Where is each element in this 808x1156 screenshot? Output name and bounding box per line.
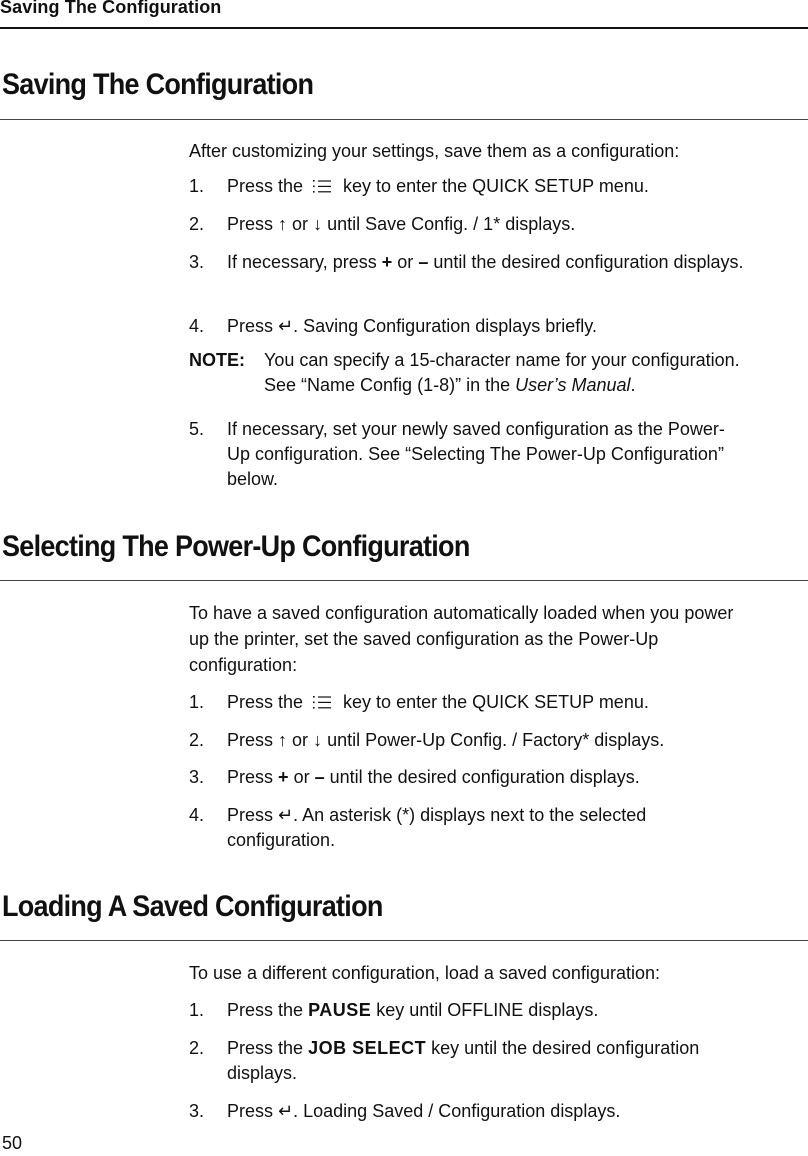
saving-step-2 [189, 212, 801, 237]
section-title-powerup: Selecting The Power-Up Configuration [2, 530, 470, 563]
step-text: Press the [227, 176, 304, 196]
step-text: or [292, 730, 309, 750]
step-text: . Loading Saved / Configuration displays. [293, 1101, 621, 1121]
step-text: until the desired configuration displays. [433, 252, 744, 272]
page-number: 50 [2, 1133, 23, 1153]
saving-step-5 [189, 417, 801, 492]
step-text: until Save Config. / 1* displays. [327, 214, 576, 234]
enter-key-icon: ↵ [278, 1101, 294, 1121]
saving-step-4 [189, 314, 801, 339]
step-text: key to enter the QUICK SETUP menu. [343, 176, 649, 196]
step-text: If necessary, set your newly saved configuration as the Power-Up configuration. See “Selecting The Power-Up Configuration” below. [227, 419, 725, 489]
section-rule-powerup [0, 580, 808, 581]
powerup-step-1 [189, 690, 801, 715]
step-text: Press [227, 767, 274, 787]
section-title-loading: Loading A Saved Configuration [2, 890, 383, 923]
quick-setup-key-icon [313, 695, 331, 710]
header-rule [0, 27, 808, 29]
down-arrow-icon: ↓ [313, 730, 323, 750]
powerup-step-4 [189, 803, 801, 853]
section-title-saving: Saving The Configuration [2, 68, 314, 101]
note-label: NOTE: [189, 350, 245, 370]
step-text: key until OFFLINE displays. [376, 1000, 599, 1020]
minus-key: – [418, 252, 429, 272]
step-text: Press [227, 1101, 274, 1121]
saving-note: NOTE: You can specify a 15-character name for your configuration. See “Name Config (1-8)” in the User’s Manual. [189, 350, 740, 395]
step-text: key to enter the QUICK SETUP menu. [343, 692, 649, 712]
step-text: key until the desired configuration displays. [227, 1038, 700, 1083]
saving-step-1 [189, 174, 801, 199]
section-rule-loading [0, 940, 808, 941]
step-number: 2. [189, 1038, 205, 1058]
running-head: Saving The Configuration [0, 0, 222, 17]
loading-step-2 [189, 1036, 801, 1086]
loading-intro: To use a different configuration, load a saved configuration: [189, 963, 660, 983]
manual-reference: User’s Manual [515, 375, 631, 395]
powerup-step-2 [189, 728, 801, 753]
step-text: until Power-Up Config. / Factory* displays. [327, 730, 665, 750]
step-number: 3. [189, 252, 205, 272]
up-arrow-icon: ↑ [278, 730, 288, 750]
job-select-key: JOB SELECT [308, 1038, 427, 1058]
note-text: You can specify a 15-character name for your configuration. [264, 350, 740, 370]
step-number: 1. [189, 692, 205, 712]
loading-step-3 [189, 1099, 801, 1124]
step-number: 1. [189, 1000, 205, 1020]
section-rule-saving [0, 119, 808, 120]
pause-key: PAUSE [308, 1000, 372, 1020]
step-text: or [292, 214, 309, 234]
up-arrow-icon: ↑ [278, 214, 288, 234]
step-number: 5. [189, 419, 205, 439]
plus-key: + [278, 767, 289, 787]
step-text: until the desired configuration displays. [329, 767, 640, 787]
step-text: Press [227, 316, 274, 336]
step-text: or [397, 252, 414, 272]
step-number: 3. [189, 1101, 205, 1121]
step-text: Press [227, 214, 274, 234]
step-number: 2. [189, 214, 205, 234]
step-text: Press the [227, 1038, 304, 1058]
step-number: 1. [189, 176, 205, 196]
step-text: Press [227, 805, 274, 825]
step-text: Press [227, 730, 274, 750]
step-text: If necessary, press [227, 252, 377, 272]
step-text: . Saving Configuration displays briefly. [293, 316, 597, 336]
saving-step-3 [189, 250, 801, 275]
minus-key: – [314, 767, 325, 787]
loading-step-1 [189, 998, 801, 1023]
step-number: 2. [189, 730, 205, 750]
step-text: Press the [227, 1000, 304, 1020]
powerup-intro: To have a saved configuration automatically loaded when you power up the printer, set the saved configuration as the Power-Up configuration: [189, 603, 734, 675]
step-number: 3. [189, 767, 205, 787]
enter-key-icon: ↵ [278, 805, 294, 825]
powerup-step-3 [189, 765, 801, 790]
step-text: or [293, 767, 310, 787]
note-text: See “Name Config (1-8)” in the [264, 375, 511, 395]
quick-setup-key-icon [313, 179, 331, 194]
down-arrow-icon: ↓ [313, 214, 323, 234]
step-number: 4. [189, 316, 205, 336]
step-number: 4. [189, 805, 205, 825]
step-text: Press the [227, 692, 304, 712]
enter-key-icon: ↵ [278, 316, 294, 336]
saving-intro: After customizing your settings, save them as a configuration: [189, 141, 680, 161]
step-text: . An asterisk (*) displays next to the selected configuration. [227, 805, 647, 850]
plus-key: + [381, 252, 393, 272]
